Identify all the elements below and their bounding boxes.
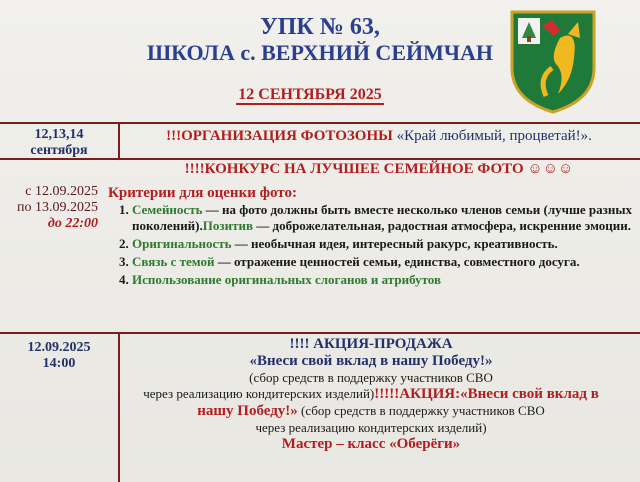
criterion-name: Семейность: [132, 202, 203, 217]
table-row: [2, 184, 98, 232]
contest-title: !!!!КОНКУРС НА ЛУЧШЕЕ СЕМЕЙНОЕ ФОТО ☺☺☺: [184, 161, 574, 177]
criterion-text: — необычная идея, интересный ракурс, креативность.: [231, 236, 558, 251]
activity-title: нашу Победу!»: [197, 403, 298, 419]
criterion-text: — на фото должны быть вместе несколько членов семьи (лучше разных поколений).: [132, 202, 633, 233]
list-item: [132, 272, 640, 288]
criterion-name: Связь с темой: [132, 254, 215, 269]
activity-note: через реализацию кондитерских изделий): [143, 386, 375, 401]
list-item: [132, 236, 640, 252]
list-item: [104, 336, 638, 453]
row-time: 14:00: [42, 356, 76, 371]
activity-title: !!!ОРГАНИЗАЦИЯ ФОТОЗОНЫ: [166, 128, 393, 144]
row-date: 12.09.2025: [27, 340, 91, 355]
table-divider: [118, 122, 120, 158]
row-date: сентября: [30, 143, 88, 158]
row-date: с 12.09.2025: [25, 184, 98, 199]
list-item: [132, 202, 640, 234]
criterion-name: Оригинальность: [132, 236, 232, 251]
page-title: УПК № 63,: [260, 14, 380, 40]
table-divider: [0, 122, 640, 124]
criterion-text: — доброжелательная, радостная атмосфера, искренние эмоции.: [253, 218, 632, 233]
criterion-name: Позитив: [202, 218, 253, 233]
criteria-heading: Критерии для оценки фото:: [108, 185, 297, 201]
activity-note: через реализацию кондитерских изделий): [255, 420, 487, 435]
table-divider: [0, 332, 640, 334]
activity-quote: «Край любимый, процветай!».: [396, 128, 592, 144]
criterion-text: — отражение ценностей семьи, единства, совместного досуга.: [214, 254, 580, 269]
schedule-table: [0, 122, 640, 482]
activity-title: !!!!!АКЦИЯ:«Внеси свой вклад в: [374, 386, 599, 402]
event-date-text: 12 СЕНТЯБРЯ 2025: [238, 86, 382, 103]
list-item: [124, 128, 634, 145]
table-row: [4, 340, 114, 372]
row-date: 12,13,14: [34, 127, 84, 142]
activity-note: (сбор средств в поддержку участников СВО: [297, 403, 545, 418]
activity-quote: «Внеси свой вклад в нашу Победу!»: [249, 353, 493, 369]
coat-of-arms-icon: [508, 8, 598, 114]
criteria-list: [108, 202, 640, 290]
criterion-name: Использование оригинальных слоганов и атрибутов: [132, 272, 441, 287]
page-subtitle: ШКОЛА с. ВЕРХНИЙ СЕЙМЧАН: [146, 40, 494, 65]
activity-title: !!!! АКЦИЯ-ПРОДАЖА: [289, 336, 453, 352]
masterclass-title: Мастер – класс «Оберёги»: [281, 436, 461, 452]
activity-note: (сбор средств в поддержку участников СВО: [249, 370, 493, 385]
row-time: до 22:00: [47, 216, 98, 231]
table-row: [4, 127, 114, 159]
list-item: [132, 254, 640, 270]
event-date: [205, 86, 415, 104]
row-date: по 13.09.2025: [17, 200, 98, 215]
